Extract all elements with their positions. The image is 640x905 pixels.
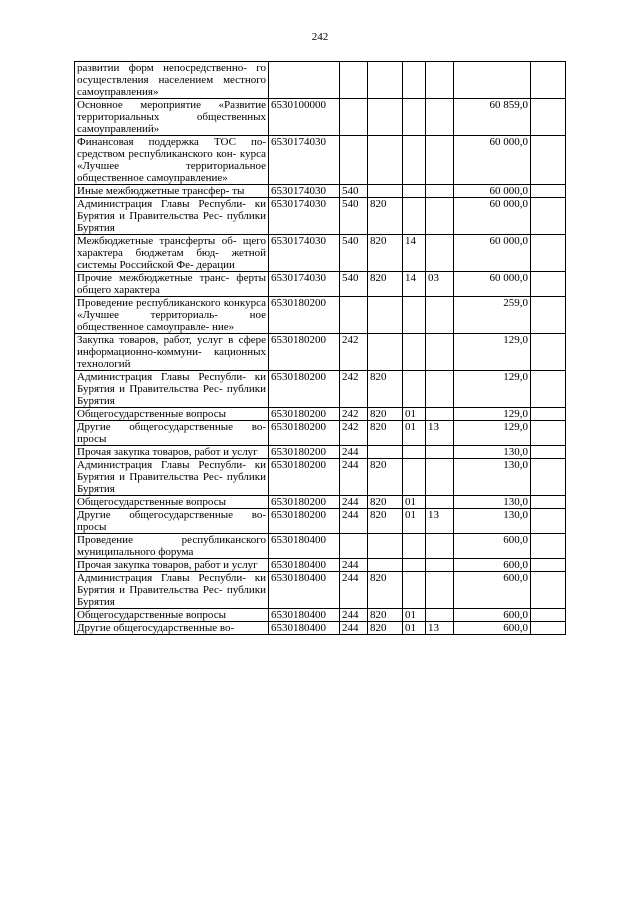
table-row: [75, 509, 566, 534]
expense-type-code-cell: 244: [340, 509, 368, 534]
table-row: [75, 408, 566, 421]
section-code-cell: [403, 534, 426, 559]
item-name-cell: развитии форм непосредственно- го осуществления населением местного самоуправления»: [75, 62, 269, 99]
item-name-cell: Проведение республиканского конкурса «Лучшее территориаль- ное общественное самоуправле- ние»: [75, 297, 269, 334]
table-row: [75, 559, 566, 572]
subsection-code-cell: [426, 459, 454, 496]
amount-cell: 600,0: [454, 609, 531, 622]
subsection-code-cell: 13: [426, 622, 454, 635]
amount-cell: 259,0: [454, 297, 531, 334]
target-article-code-cell: 6530174030: [269, 136, 340, 185]
subsection-code-cell: [426, 572, 454, 609]
amount-cell: 600,0: [454, 534, 531, 559]
item-name-cell: Администрация Главы Республи- ки Бурятия и Правительства Рес- публики Бурятия: [75, 459, 269, 496]
subsection-code-cell: [426, 99, 454, 136]
amount-cell: 60 000,0: [454, 136, 531, 185]
target-article-code-cell: 6530180400: [269, 622, 340, 635]
table-row: [75, 609, 566, 622]
administrator-code-cell: 820: [368, 572, 403, 609]
extra-cell: [531, 609, 566, 622]
subsection-code-cell: 03: [426, 272, 454, 297]
item-name-cell: Иные межбюджетные трансфер- ты: [75, 185, 269, 198]
section-code-cell: [403, 446, 426, 459]
target-article-code-cell: 6530180200: [269, 509, 340, 534]
administrator-code-cell: 820: [368, 198, 403, 235]
amount-cell: 130,0: [454, 446, 531, 459]
administrator-code-cell: [368, 534, 403, 559]
table-row: [75, 496, 566, 509]
target-article-code-cell: 6530100000: [269, 99, 340, 136]
administrator-code-cell: [368, 136, 403, 185]
section-code-cell: 01: [403, 421, 426, 446]
administrator-code-cell: [368, 297, 403, 334]
section-code-cell: [403, 198, 426, 235]
item-name-cell: Общегосударственные вопросы: [75, 408, 269, 421]
target-article-code-cell: 6530174030: [269, 272, 340, 297]
item-name-cell: Прочая закупка товаров, работ и услуг: [75, 559, 269, 572]
amount-cell: 130,0: [454, 459, 531, 496]
section-code-cell: 01: [403, 509, 426, 534]
table-row: [75, 534, 566, 559]
subsection-code-cell: [426, 534, 454, 559]
target-article-code-cell: 6530180200: [269, 371, 340, 408]
extra-cell: [531, 534, 566, 559]
expense-type-code-cell: [340, 99, 368, 136]
section-code-cell: 01: [403, 496, 426, 509]
administrator-code-cell: 820: [368, 272, 403, 297]
amount-cell: 60 859,0: [454, 99, 531, 136]
expense-type-code-cell: 540: [340, 272, 368, 297]
table-row: [75, 371, 566, 408]
amount-cell: [454, 62, 531, 99]
extra-cell: [531, 235, 566, 272]
item-name-cell: Администрация Главы Республи- ки Бурятия и Правительства Рес- публики Бурятия: [75, 198, 269, 235]
extra-cell: [531, 99, 566, 136]
extra-cell: [531, 408, 566, 421]
administrator-code-cell: [368, 446, 403, 459]
budget-table: [74, 61, 566, 635]
target-article-code-cell: 6530180200: [269, 297, 340, 334]
expense-type-code-cell: 540: [340, 235, 368, 272]
administrator-code-cell: [368, 99, 403, 136]
item-name-cell: Межбюджетные трансферты об- щего характера бюджетам бюд- жетной системы Российской Фе- дерации: [75, 235, 269, 272]
table-row: [75, 334, 566, 371]
target-article-code-cell: 6530180200: [269, 408, 340, 421]
table-row: [75, 622, 566, 635]
expense-type-code-cell: 244: [340, 572, 368, 609]
section-code-cell: 01: [403, 622, 426, 635]
extra-cell: [531, 421, 566, 446]
extra-cell: [531, 509, 566, 534]
item-name-cell: Прочая закупка товаров, работ и услуг: [75, 446, 269, 459]
amount-cell: 130,0: [454, 509, 531, 534]
section-code-cell: 01: [403, 609, 426, 622]
subsection-code-cell: 13: [426, 509, 454, 534]
expense-type-code-cell: 242: [340, 408, 368, 421]
target-article-code-cell: 6530180200: [269, 334, 340, 371]
item-name-cell: Закупка товаров, работ, услуг в сфере информационно-коммуни- кационных технологий: [75, 334, 269, 371]
expense-type-code-cell: 244: [340, 496, 368, 509]
subsection-code-cell: [426, 446, 454, 459]
expense-type-code-cell: 244: [340, 622, 368, 635]
item-name-cell: Общегосударственные вопросы: [75, 609, 269, 622]
expense-type-code-cell: 242: [340, 421, 368, 446]
expense-type-code-cell: 244: [340, 609, 368, 622]
amount-cell: 600,0: [454, 622, 531, 635]
table-row: [75, 421, 566, 446]
extra-cell: [531, 459, 566, 496]
subsection-code-cell: [426, 559, 454, 572]
administrator-code-cell: [368, 185, 403, 198]
target-article-code-cell: 6530174030: [269, 198, 340, 235]
section-code-cell: [403, 572, 426, 609]
expense-type-code-cell: 242: [340, 371, 368, 408]
target-article-code-cell: 6530180400: [269, 572, 340, 609]
item-name-cell: Прочие межбюджетные транс- ферты общего характера: [75, 272, 269, 297]
administrator-code-cell: 820: [368, 235, 403, 272]
section-code-cell: [403, 334, 426, 371]
item-name-cell: Другие общегосударственные во- просы: [75, 509, 269, 534]
table-row: [75, 235, 566, 272]
expense-type-code-cell: [340, 136, 368, 185]
subsection-code-cell: [426, 334, 454, 371]
extra-cell: [531, 62, 566, 99]
target-article-code-cell: 6530180200: [269, 421, 340, 446]
extra-cell: [531, 297, 566, 334]
expense-type-code-cell: 540: [340, 185, 368, 198]
item-name-cell: Администрация Главы Республи- ки Бурятия и Правительства Рес- публики Бурятия: [75, 572, 269, 609]
administrator-code-cell: [368, 559, 403, 572]
item-name-cell: Проведение республиканского муниципального форума: [75, 534, 269, 559]
subsection-code-cell: [426, 496, 454, 509]
section-code-cell: [403, 297, 426, 334]
item-name-cell: Общегосударственные вопросы: [75, 496, 269, 509]
administrator-code-cell: 820: [368, 496, 403, 509]
extra-cell: [531, 622, 566, 635]
subsection-code-cell: [426, 185, 454, 198]
table-row: [75, 446, 566, 459]
subsection-code-cell: [426, 297, 454, 334]
target-article-code-cell: 6530180400: [269, 534, 340, 559]
extra-cell: [531, 446, 566, 459]
target-article-code-cell: [269, 62, 340, 99]
section-code-cell: [403, 559, 426, 572]
expense-type-code-cell: 244: [340, 559, 368, 572]
administrator-code-cell: 820: [368, 622, 403, 635]
item-name-cell: Администрация Главы Республи- ки Бурятия и Правительства Рес- публики Бурятия: [75, 371, 269, 408]
target-article-code-cell: 6530180400: [269, 559, 340, 572]
subsection-code-cell: [426, 235, 454, 272]
expense-type-code-cell: [340, 534, 368, 559]
item-name-cell: Финансовая поддержка ТОС по- средством республиканского кон- курса «Лучшее территориальное общественное самоуправление»: [75, 136, 269, 185]
table-row: [75, 62, 566, 99]
extra-cell: [531, 496, 566, 509]
target-article-code-cell: 6530180200: [269, 446, 340, 459]
extra-cell: [531, 136, 566, 185]
page-number: 242: [311, 31, 329, 43]
expense-type-code-cell: 244: [340, 459, 368, 496]
item-name-cell: Основное мероприятие «Развитие территориальных общественных самоуправлений»: [75, 99, 269, 136]
extra-cell: [531, 371, 566, 408]
administrator-code-cell: [368, 62, 403, 99]
section-code-cell: [403, 62, 426, 99]
administrator-code-cell: 820: [368, 421, 403, 446]
expense-type-code-cell: [340, 62, 368, 99]
subsection-code-cell: [426, 198, 454, 235]
administrator-code-cell: [368, 334, 403, 371]
subsection-code-cell: [426, 136, 454, 185]
administrator-code-cell: 820: [368, 509, 403, 534]
expense-type-code-cell: [340, 297, 368, 334]
section-code-cell: 01: [403, 408, 426, 421]
extra-cell: [531, 572, 566, 609]
table-row: [75, 272, 566, 297]
amount-cell: 129,0: [454, 371, 531, 408]
extra-cell: [531, 185, 566, 198]
target-article-code-cell: 6530174030: [269, 235, 340, 272]
table-row: [75, 572, 566, 609]
table-row: [75, 198, 566, 235]
section-code-cell: [403, 459, 426, 496]
subsection-code-cell: [426, 609, 454, 622]
amount-cell: 600,0: [454, 559, 531, 572]
administrator-code-cell: 820: [368, 371, 403, 408]
amount-cell: 129,0: [454, 421, 531, 446]
amount-cell: 600,0: [454, 572, 531, 609]
amount-cell: 60 000,0: [454, 272, 531, 297]
table-row: [75, 136, 566, 185]
target-article-code-cell: 6530180200: [269, 496, 340, 509]
subsection-code-cell: [426, 371, 454, 408]
extra-cell: [531, 198, 566, 235]
target-article-code-cell: 6530174030: [269, 185, 340, 198]
extra-cell: [531, 559, 566, 572]
expense-type-code-cell: 244: [340, 446, 368, 459]
administrator-code-cell: 820: [368, 459, 403, 496]
table-row: [75, 459, 566, 496]
section-code-cell: 14: [403, 235, 426, 272]
item-name-cell: Другие общегосударственные во- просы: [75, 421, 269, 446]
item-name-cell: Другие общегосударственные во-: [75, 622, 269, 635]
amount-cell: 129,0: [454, 408, 531, 421]
amount-cell: 60 000,0: [454, 198, 531, 235]
target-article-code-cell: 6530180200: [269, 459, 340, 496]
administrator-code-cell: 820: [368, 609, 403, 622]
table-row: [75, 185, 566, 198]
administrator-code-cell: 820: [368, 408, 403, 421]
subsection-code-cell: [426, 408, 454, 421]
table-row: [75, 99, 566, 136]
section-code-cell: [403, 185, 426, 198]
amount-cell: 129,0: [454, 334, 531, 371]
extra-cell: [531, 272, 566, 297]
amount-cell: 130,0: [454, 496, 531, 509]
amount-cell: 60 000,0: [454, 185, 531, 198]
expense-type-code-cell: 540: [340, 198, 368, 235]
section-code-cell: [403, 136, 426, 185]
subsection-code-cell: [426, 62, 454, 99]
section-code-cell: [403, 371, 426, 408]
subsection-code-cell: 13: [426, 421, 454, 446]
table-row: [75, 297, 566, 334]
section-code-cell: 14: [403, 272, 426, 297]
extra-cell: [531, 334, 566, 371]
target-article-code-cell: 6530180400: [269, 609, 340, 622]
section-code-cell: [403, 99, 426, 136]
expense-type-code-cell: 242: [340, 334, 368, 371]
amount-cell: 60 000,0: [454, 235, 531, 272]
